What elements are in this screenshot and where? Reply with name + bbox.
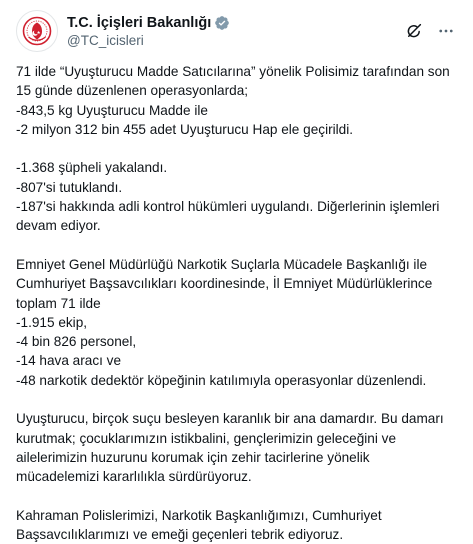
post-paragraph <box>16 255 457 390</box>
more-dots-icon[interactable] <box>437 22 455 40</box>
avatar[interactable] <box>16 10 58 52</box>
post-paragraph <box>16 62 457 139</box>
post-line: -843,5 kg Uyuşturucu Madde ile <box>16 102 208 118</box>
post-line: -1.368 şüpheli yakalandı. <box>16 160 168 176</box>
post-line: ailelerimizin huzurunu korumak için zehir tacirlerine yönelik <box>16 449 370 465</box>
post-line: Emniyet Genel Müdürlüğü Narkotik Suçlarla Mücadele Başkanlığı ile <box>16 256 428 272</box>
post-paragraph <box>16 158 457 235</box>
ministry-emblem-icon <box>21 15 53 47</box>
post-line: toplam 71 ilde <box>16 295 101 311</box>
post-header <box>16 10 457 52</box>
account-identity <box>67 14 230 49</box>
name-row <box>67 14 230 32</box>
post-paragraph <box>16 506 457 544</box>
post-line: -187'si hakkında adli kontrol hükümleri uygulandı. Diğerlerinin işlemleri <box>16 199 440 215</box>
account-handle[interactable]: @TC_icisleri <box>67 32 144 48</box>
post-line: Başsavcılıklarımızı ve emeği geçenleri tebrik ediyoruz. <box>16 527 344 543</box>
post-line: -48 narkotik dedektör köpeğinin katılımıyla operasyonlar düzenlendi. <box>16 372 427 388</box>
post-line: Uyuşturucu, birçok suçu besleyen karanlık bir ana damardır. Bu damarı <box>16 411 444 427</box>
grok-icon[interactable] <box>405 22 423 40</box>
post-line: -14 hava aracı ve <box>16 353 122 369</box>
display-name[interactable]: T.C. İçişleri Bakanlığı <box>67 14 212 31</box>
post-line: 15 günde düzenlenen operasyonlarda; <box>16 83 249 99</box>
post-paragraph <box>16 409 457 486</box>
post-line: -2 milyon 312 bin 455 adet Uyuşturucu Hap ele geçirildi. <box>16 121 354 137</box>
post-line: -4 bin 826 personel, <box>16 334 137 350</box>
post-text <box>16 62 457 544</box>
post-line: -807'si tutuklandı. <box>16 179 123 195</box>
post-line: 71 ilde “Uyuşturucu Madde Satıcılarına” yönelik Polisimiz tarafından son <box>16 64 450 79</box>
post-line: Kahraman Polislerimizi, Narkotik Başkanlığımızı, Cumhuriyet <box>16 507 382 523</box>
header-actions <box>405 22 457 40</box>
post-line: Cumhuriyet Başsavcılıkları koordinesinde, İl Emniyet Müdürlüklerince <box>16 276 433 292</box>
post-line: -1.915 ekip, <box>16 314 88 330</box>
post-line: devam ediyor. <box>16 218 101 234</box>
post-line: kurutmak; çocuklarımızın istikbalini, gençlerimizin geleceğini ve <box>16 430 397 446</box>
post-line: mücadelemizi kararlılıkla sürdürüyoruz. <box>16 469 252 485</box>
verified-badge-icon <box>214 15 230 31</box>
